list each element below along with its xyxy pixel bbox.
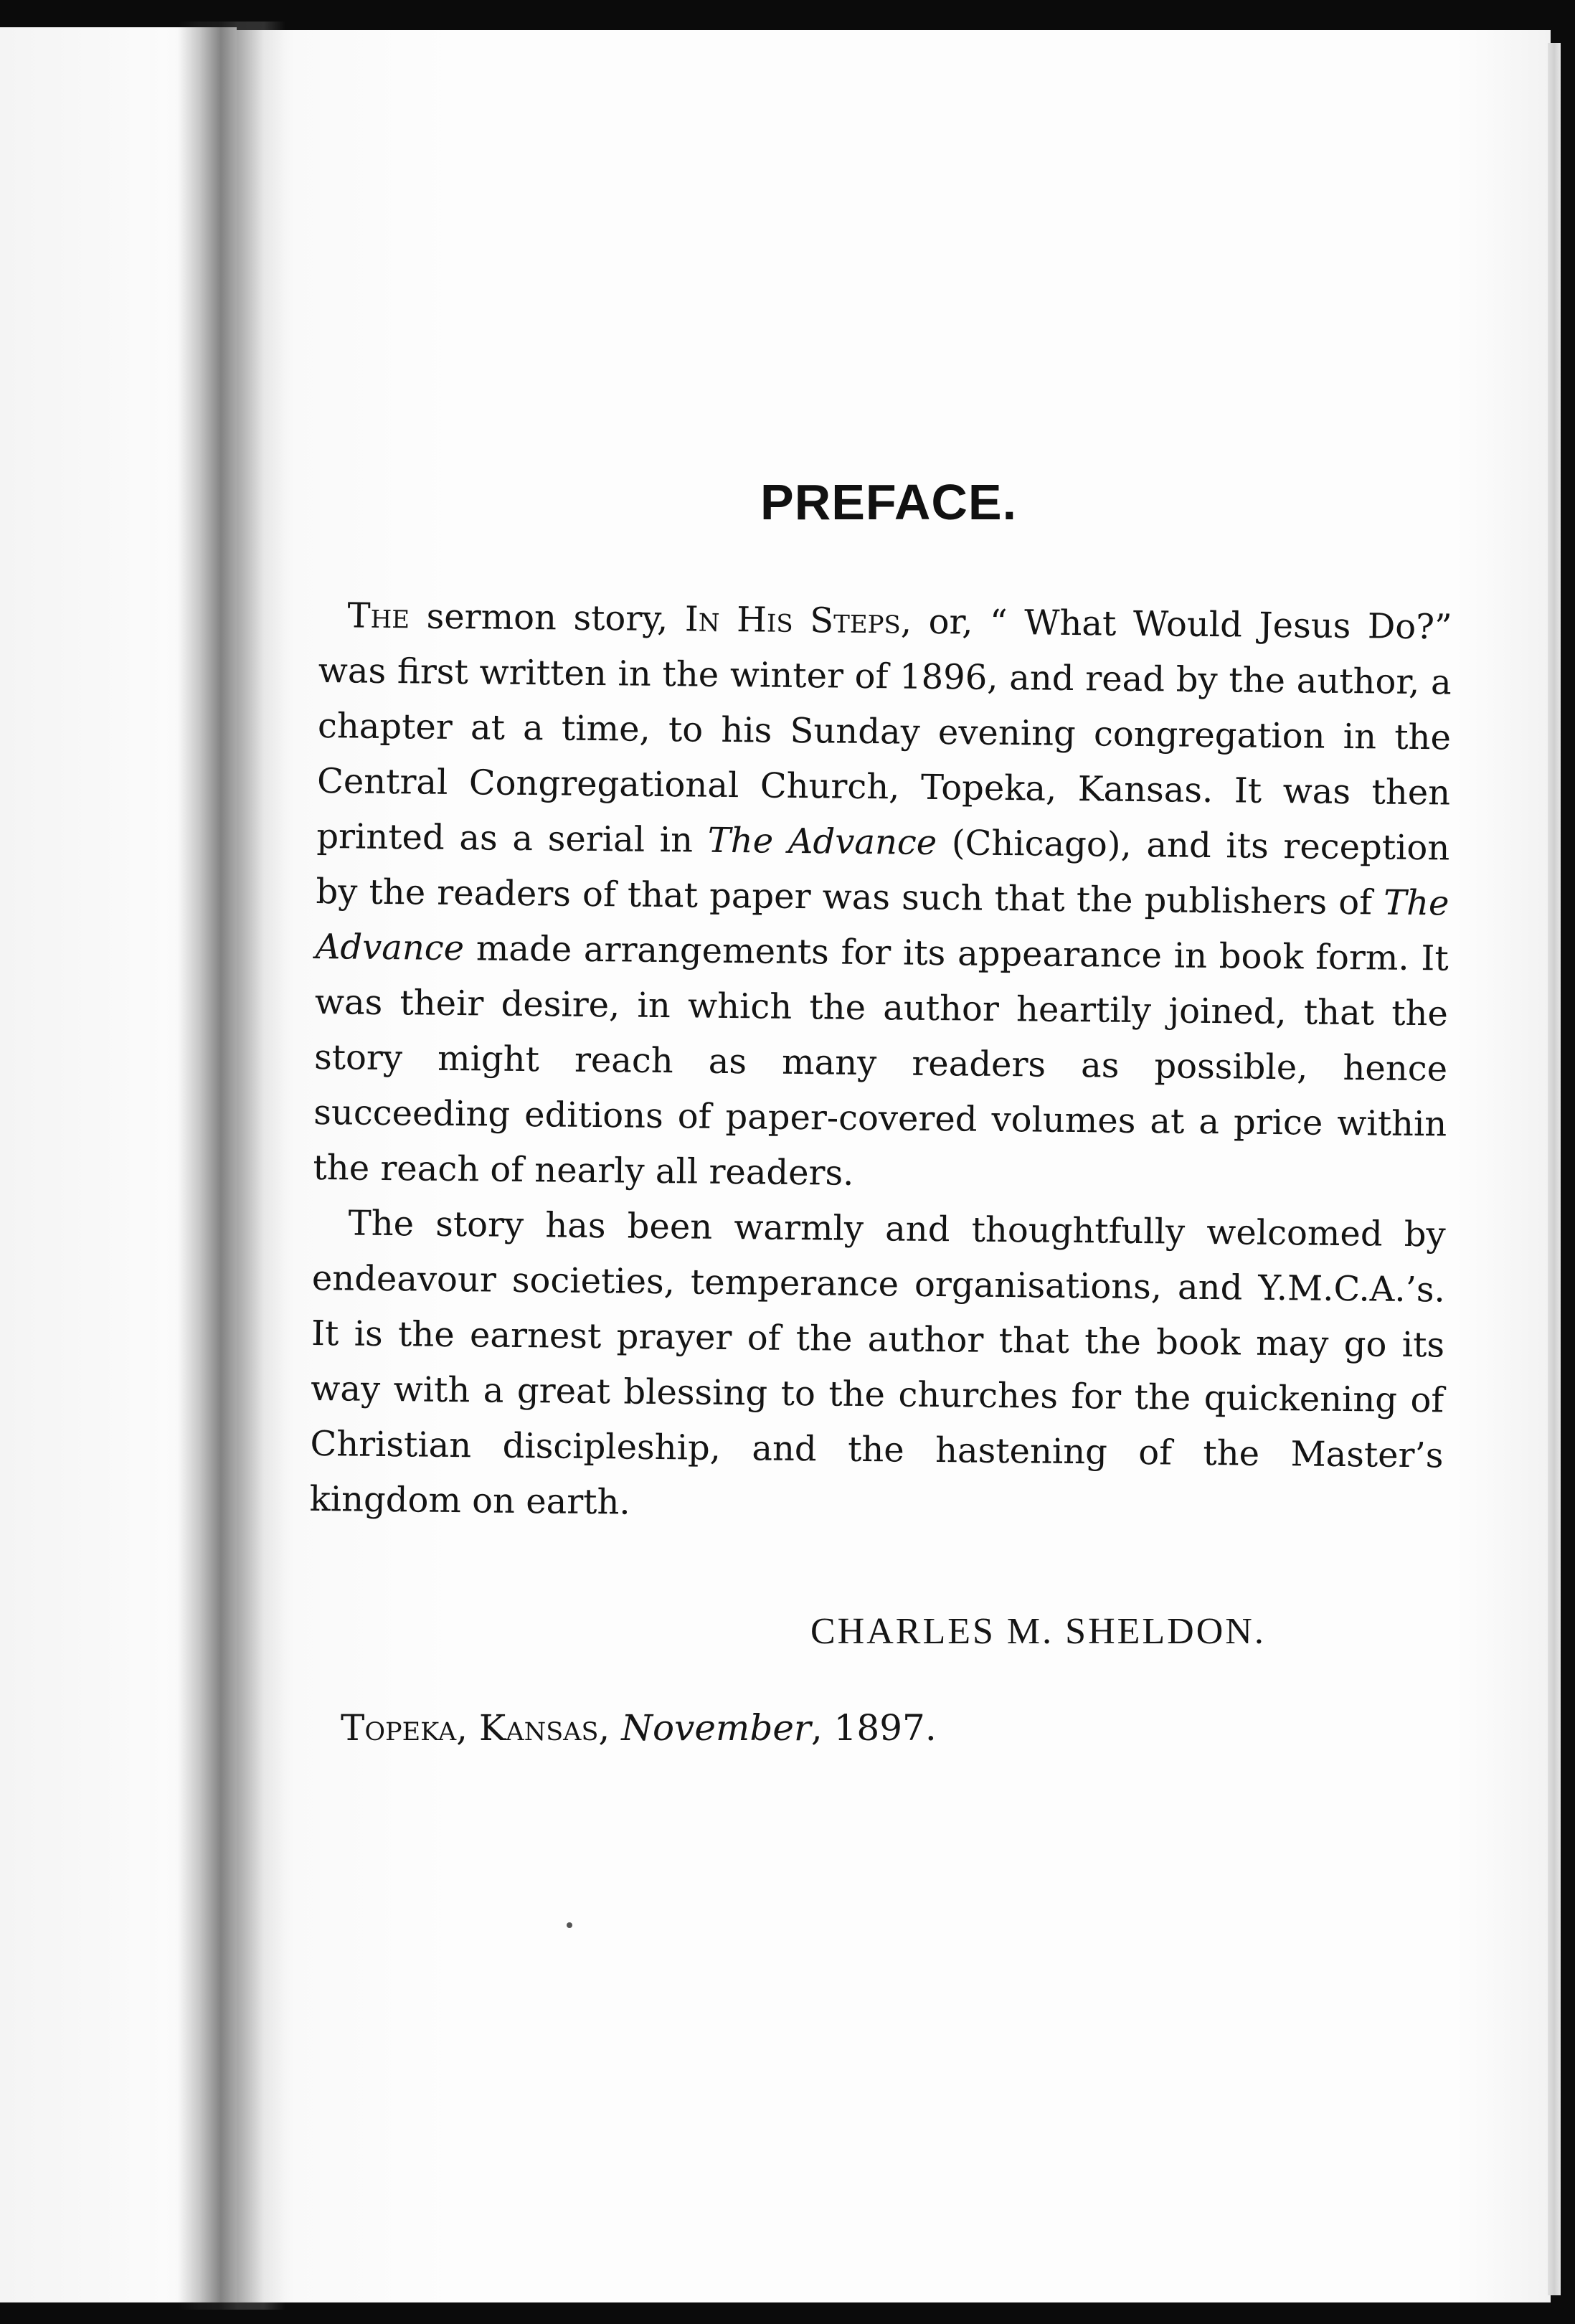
paragraph-1 [313,588,1452,1207]
periodical-name: The Advance [315,882,1449,969]
page-title: PREFACE. [760,474,1018,530]
book-gutter-shadow [178,22,285,2310]
author-signature: CHARLES M. SHELDON. [810,1611,1266,1652]
book-title: In His Steps [684,599,902,642]
date-year: 1897 [833,1707,925,1749]
place-and-date: Topeka, Kansas, November, 1897. [341,1707,937,1749]
paragraph-1-text-c: (Chicago), and its reception by the readers of that paper was such that the publishers of [316,823,1450,923]
place: Topeka, Kansas [341,1707,599,1749]
paragraph-1-text-a: sermon story, [409,596,686,640]
date-month: November [621,1707,811,1749]
paragraph-2: The story has been warmly and thoughtfully welcomed by endeavour societies, temperance organisations, and Y.M.C.A.’s. It is the earnest prayer of the author that the book may go its way with a great blessing to the churches for the quickening of Christian discipleship, and the hastening of the Master’s kingdom on earth. [309,1203,1446,1523]
ink-fleck [567,1922,572,1928]
opening-word: The [347,595,410,637]
preface-body [309,588,1452,1539]
paragraph-1-text-b: , or, “ What Would Jesus Do?” was first written in the winter of 1896, and read by the author, a chapter at a time, to his Sunday evening congregation in the Central Congregational Church, Topeka, Kansas. It was then printed as a serial in [316,601,1452,861]
periodical-name: The Advance [707,820,937,864]
page-edge [1548,43,1561,2295]
paragraph-1-text-d: made arrangements for its appearance in book form. It was their desire, in which the author heartily joined, that the story might reach as many readers as possible, hence succeeding editions of paper-covered volumes at a price within the reach of nearly all readers. [313,928,1449,1194]
